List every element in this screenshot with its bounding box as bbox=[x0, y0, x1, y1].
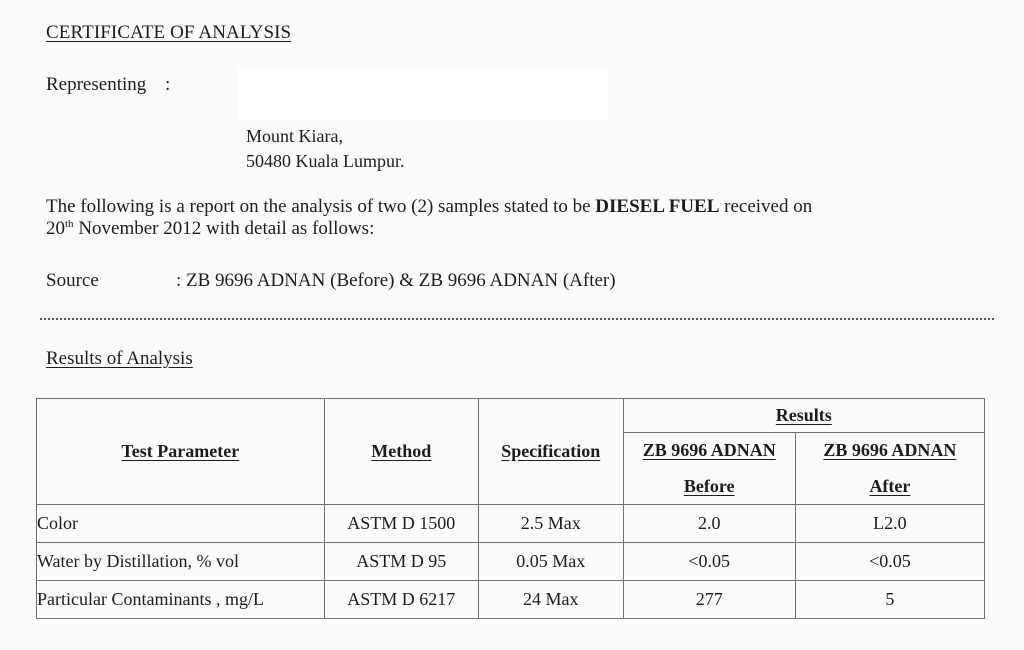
representing-label: Representing bbox=[46, 74, 147, 95]
header-sample-before-name: ZB 9696 ADNAN bbox=[623, 433, 795, 469]
redacted-area bbox=[238, 68, 608, 120]
address-line: Mount Kiara, bbox=[246, 126, 343, 146]
table-row bbox=[37, 505, 985, 543]
cell-before: <0.05 bbox=[623, 543, 795, 581]
representing-line bbox=[46, 74, 170, 96]
cell-before: 277 bbox=[623, 581, 795, 619]
intro-text: The following is a report on the analysis of two (2) samples stated to be bbox=[46, 196, 596, 217]
cell-specification: 0.05 Max bbox=[478, 543, 623, 581]
dotted-divider bbox=[40, 318, 994, 320]
cell-parameter: Color bbox=[37, 505, 325, 543]
cell-before: 2.0 bbox=[623, 505, 795, 543]
table-row bbox=[37, 581, 985, 619]
cell-after: <0.05 bbox=[795, 543, 984, 581]
cell-method: ASTM D 6217 bbox=[324, 581, 478, 619]
cell-method: ASTM D 1500 bbox=[324, 505, 478, 543]
header-sample-after-state: After bbox=[795, 469, 984, 505]
cell-method: ASTM D 95 bbox=[324, 543, 478, 581]
header-sample-before-state: Before bbox=[623, 469, 795, 505]
source-value: : ZB 9696 ADNAN (Before) & ZB 9696 ADNAN (After) bbox=[176, 270, 616, 291]
intro-paragraph bbox=[46, 196, 946, 240]
header-sample-after-name: ZB 9696 ADNAN bbox=[795, 433, 984, 469]
cell-specification: 2.5 Max bbox=[478, 505, 623, 543]
representing-colon: : bbox=[165, 74, 171, 95]
intro-text: received on bbox=[719, 196, 813, 217]
document-title: CERTIFICATE OF ANALYSIS bbox=[46, 22, 292, 43]
table-row bbox=[37, 543, 985, 581]
table-header-row bbox=[37, 399, 985, 433]
address-block bbox=[246, 124, 404, 174]
cell-after: L2.0 bbox=[795, 505, 984, 543]
cell-parameter: Water by Distillation, % vol bbox=[37, 543, 325, 581]
address-line: 50480 Kuala Lumpur. bbox=[246, 151, 405, 171]
results-title: Results of Analysis bbox=[46, 348, 193, 369]
source-label: Source bbox=[46, 270, 99, 291]
cell-parameter: Particular Contaminants , mg/L bbox=[37, 581, 325, 619]
intro-text: November 2012 with detail as follows: bbox=[73, 218, 375, 239]
cell-after: 5 bbox=[795, 581, 984, 619]
results-table bbox=[36, 398, 985, 619]
header-results: Results bbox=[623, 399, 984, 433]
sample-type: DIESEL FUEL bbox=[595, 196, 720, 217]
intro-date-day: 20 bbox=[46, 218, 65, 239]
source-line bbox=[46, 270, 616, 292]
cell-specification: 24 Max bbox=[478, 581, 623, 619]
header-specification: Specification bbox=[478, 399, 623, 505]
intro-date-suffix: th bbox=[65, 218, 74, 230]
header-test-parameter: Test Parameter bbox=[37, 399, 325, 505]
header-method: Method bbox=[324, 399, 478, 505]
